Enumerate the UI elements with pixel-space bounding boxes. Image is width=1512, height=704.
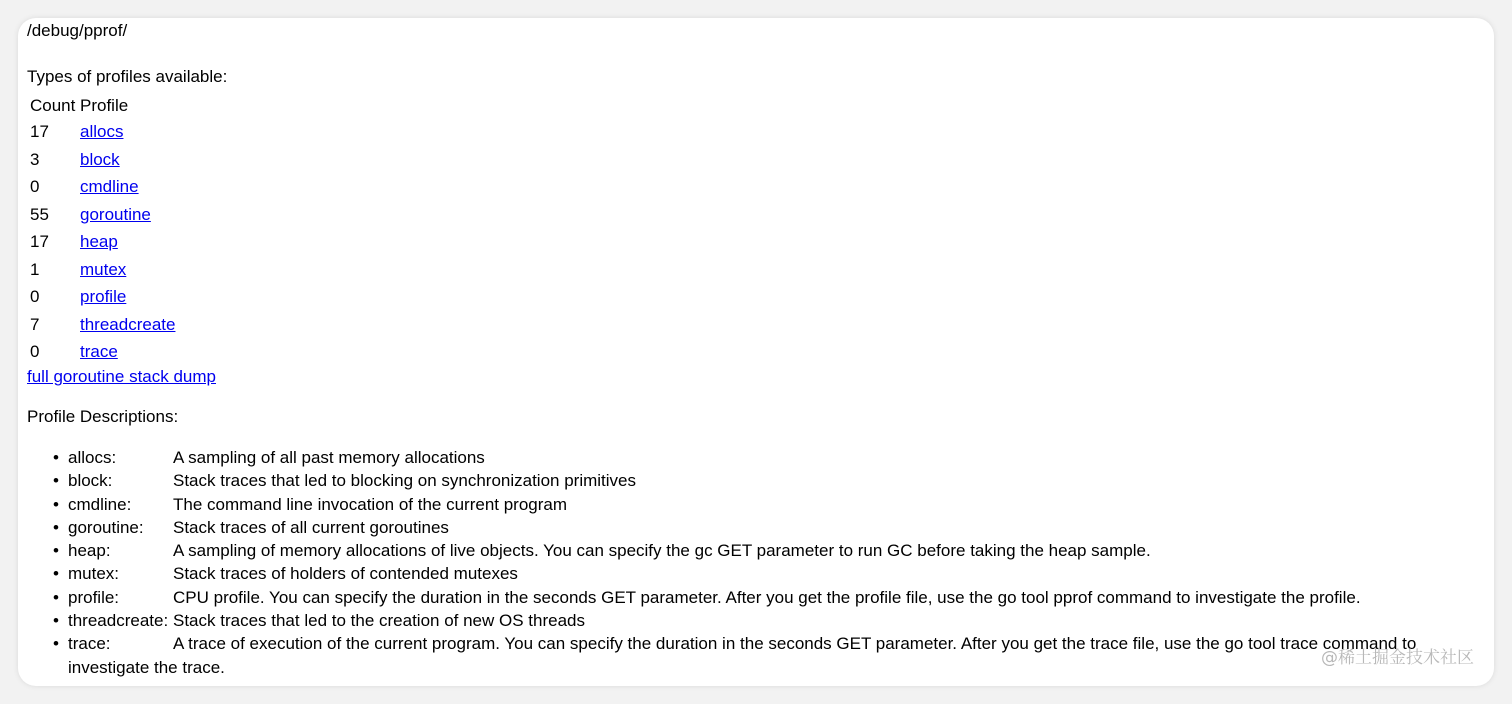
profile-link-mutex[interactable]: mutex [80,259,127,279]
description-text: Stack traces that led to the creation of new OS threads [173,611,586,631]
descriptions-heading: Profile Descriptions: [27,407,179,426]
profile-link-cmdline[interactable]: cmdline [80,177,139,196]
page-path: /debug/pprof/ [27,21,128,40]
table-row [30,341,175,364]
profile-link-heap[interactable]: heap [80,232,118,251]
list-item [27,562,1476,585]
profiles-table [27,91,178,369]
list-item [27,586,1476,609]
descriptions-list [27,446,1476,679]
description-name: heap: [68,541,111,561]
bullet-icon: • [53,541,59,561]
list-item [27,469,1476,492]
profile-count: 1 [30,259,40,279]
description-name: allocs: [68,448,117,467]
bullet-icon: • [53,494,59,514]
watermark-text: @稀土掘金技术社区 [1321,648,1474,668]
profile-count: 17 [30,122,49,141]
bullet-icon: • [53,517,59,537]
description-name: threadcreate: [68,611,169,631]
list-item [27,632,1476,679]
profile-link-allocs[interactable]: allocs [80,122,124,141]
bullet-icon: • [53,634,59,654]
profile-count: 55 [30,204,49,224]
profile-count: 0 [30,287,40,306]
profile-link-profile[interactable]: profile [80,287,127,306]
profile-count: 3 [30,149,40,169]
list-item [27,493,1476,516]
profile-column-header: Profile [80,96,129,115]
list-item [27,539,1476,562]
list-item [27,446,1476,469]
bullet-icon: • [53,587,59,607]
bullet-icon: • [53,471,59,491]
description-text: Stack traces that led to blocking on synchronization primitives [173,471,637,491]
description-name: block: [68,471,113,491]
count-column-header: Count [30,96,76,115]
description-name: goroutine: [68,517,144,537]
description-text: The command line invocation of the current program [173,494,568,514]
bullet-icon: • [53,448,59,467]
profile-count: 0 [30,177,40,196]
profile-link-threadcreate[interactable]: threadcreate [80,314,176,334]
table-header-row [30,96,175,116]
table-row [30,149,175,172]
description-name: cmdline: [68,494,132,514]
list-item [27,516,1476,539]
description-text: A trace of execution of the current program. You can specify the duration in the seconds GET parameter. After you get the trace file, use the go tool trace command to investigate the trace. [68,634,1417,677]
table-row [30,286,175,309]
description-text: A sampling of all past memory allocations [173,448,485,467]
profile-count: 17 [30,232,49,251]
table-row [30,121,175,144]
profile-link-block[interactable]: block [80,149,120,169]
description-text: Stack traces of all current goroutines [173,517,449,537]
page-frame [18,18,1494,686]
table-row [30,176,175,199]
profile-link-goroutine[interactable]: goroutine [80,204,151,224]
types-heading: Types of profiles available: [27,67,228,86]
full-goroutine-dump-link[interactable]: full goroutine stack dump [27,367,216,386]
profile-count: 7 [30,314,40,334]
description-text: A sampling of memory allocations of live objects. You can specify the gc GET parameter to run GC before taking the heap sample. [173,541,1151,561]
table-row [30,314,175,337]
bullet-icon: • [53,564,59,584]
description-text: Stack traces of holders of contended mutexes [173,564,518,584]
description-text: CPU profile. You can specify the duration in the seconds GET parameter. After you get the profile file, use the go tool pprof command to investigate the profile. [173,587,1361,607]
profile-count: 0 [30,342,40,361]
profile-link-trace[interactable]: trace [80,342,118,361]
table-row [30,231,175,254]
bullet-icon: • [53,611,59,631]
description-name: trace: [68,634,111,654]
list-item [27,609,1476,632]
table-row [30,204,175,227]
description-name: mutex: [68,564,120,584]
table-row [30,259,175,282]
description-name: profile: [68,587,120,607]
